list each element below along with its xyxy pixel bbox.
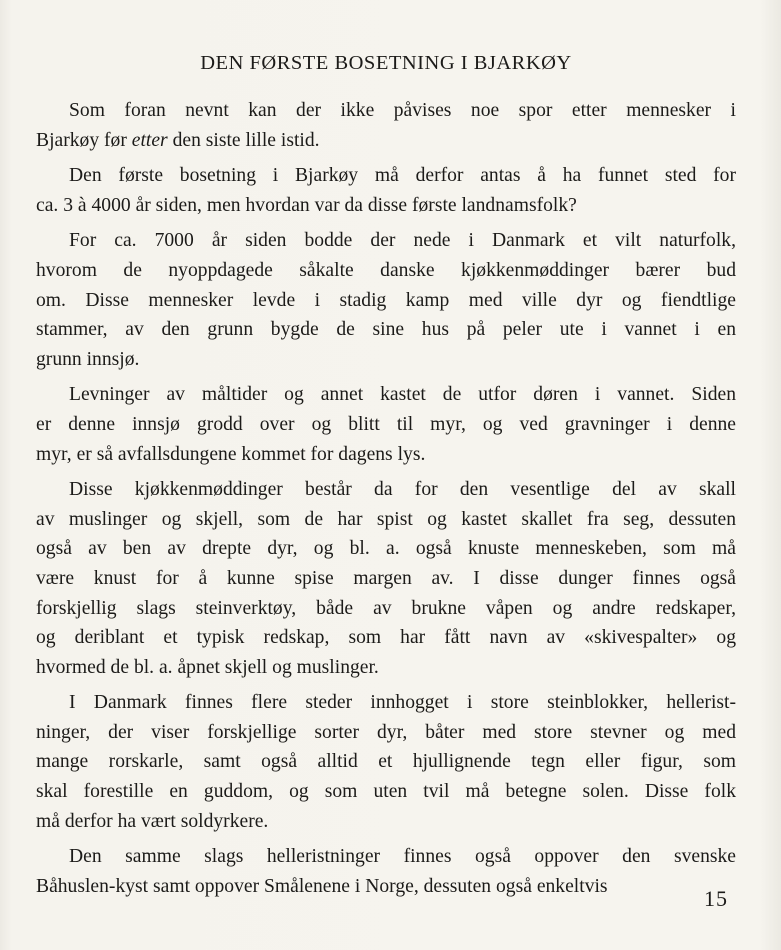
- text-line: myr, er så avfallsdungene kommet for dagens lys.: [36, 443, 426, 465]
- body-text: [36, 96, 736, 907]
- text-line: Bjarkøy før etter den siste lille istid.: [36, 129, 320, 151]
- text-line: hvormed de bl. a. åpnet skjell og muslinger.: [36, 656, 379, 678]
- paragraph: [36, 96, 736, 155]
- text-line: hvorom de nyoppdagede såkalte danske kjøkkenmøddinger bærer bud: [36, 259, 736, 281]
- text-line: er denne innsjø grodd over og blitt til myr, og ved gravninger i denne: [36, 413, 736, 435]
- text-line: også av ben av drepte dyr, og bl. a. også knuste menneskeben, som må: [36, 538, 736, 560]
- text-line: skal forestille en guddom, og som uten tvil må betegne solen. Disse folk: [36, 781, 736, 803]
- text-line: Den samme slags helleristninger finnes også oppover den svenske: [69, 846, 736, 868]
- text-line: Disse kjøkkenmøddinger består da for den vesentlige del av skall: [69, 479, 736, 501]
- chapter-heading: DEN FØRSTE BOSETNING I BJARKØY: [200, 52, 572, 74]
- text-line: må derfor ha vært soldyrkere.: [36, 810, 269, 832]
- text-line: Den første bosetning i Bjarkøy må derfor antas å ha funnet sted for: [69, 165, 736, 187]
- text-line: forskjellig slags steinverktøy, både av brukne våpen og andre redskaper,: [36, 597, 736, 619]
- emphasis-word: etter: [131, 129, 168, 151]
- text-line: ca. 3 à 4000 år siden, men hvordan var da disse første landnamsfolk?: [36, 194, 577, 216]
- text-line: I Danmark finnes flere steder innhogget i store steinblokker, hellerist-: [69, 692, 736, 714]
- text-line: mange rorskarle, samt også alltid et hjullignende tegn eller figur, som: [36, 751, 736, 773]
- text-line: stammer, av den grunn bygde de sine hus på peler ute i vannet i en: [36, 319, 736, 341]
- text-line: Som foran nevnt kan der ikke påvises noe spor etter mennesker i: [69, 100, 736, 121]
- paragraph: [36, 226, 736, 374]
- paragraph: [36, 842, 736, 901]
- text-line: om. Disse mennesker levde i stadig kamp med ville dyr og fiendtlige: [36, 289, 736, 311]
- text-line: ninger, der viser forskjellige sorter dyr, båter med store stevner og med: [36, 721, 736, 743]
- text-line: være knust for å kunne spise margen av. I disse dunger finnes også: [36, 567, 736, 589]
- page-number: 15: [704, 886, 728, 911]
- text-line: grunn innsjø.: [36, 348, 140, 370]
- text-line: av muslinger og skjell, som de har spist og kastet skallet fra seg, dessuten: [36, 508, 736, 530]
- paragraph: [36, 688, 736, 836]
- text-line: Levninger av måltider og annet kastet de utfor døren i vannet. Siden: [69, 384, 736, 406]
- text-line: For ca. 7000 år siden bodde der nede i Danmark et vilt naturfolk,: [69, 230, 736, 252]
- text-line: og deriblant et typisk redskap, som har fått navn av «skivespalter» og: [36, 627, 736, 649]
- paragraph: [36, 380, 736, 469]
- text-line: Båhuslen-kyst samt oppover Smålenene i Norge, dessuten også enkeltvis: [36, 875, 608, 897]
- paragraph: [36, 475, 736, 682]
- paragraph: [36, 161, 736, 220]
